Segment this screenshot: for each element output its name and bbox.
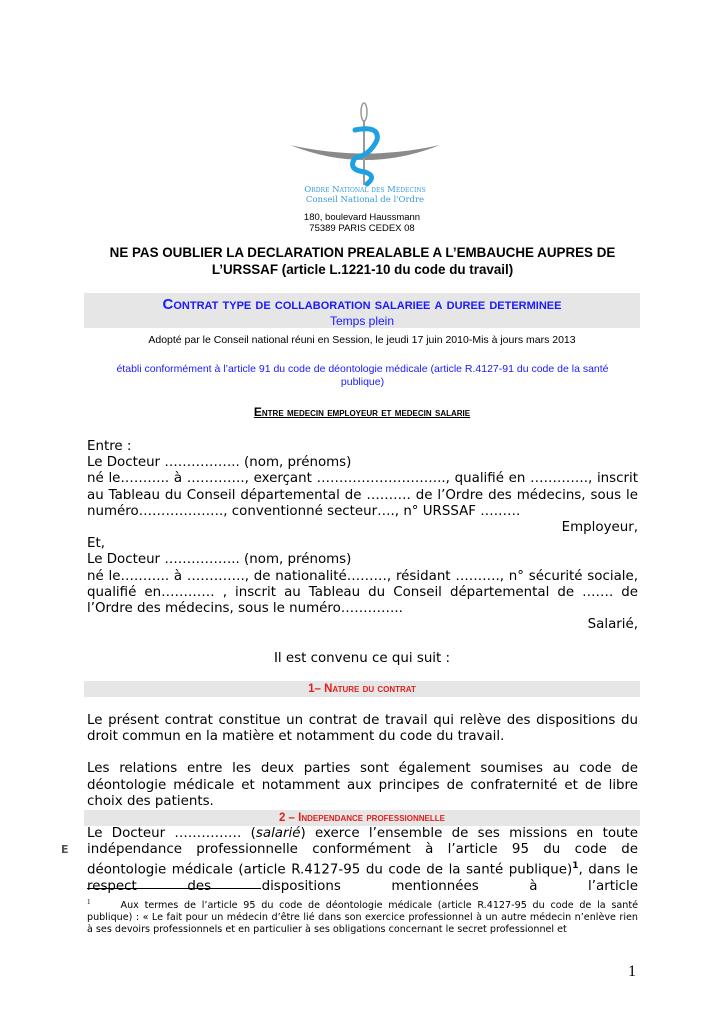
section-1-paragraph: Les relations entre les deux parties sont également soumises au code de déontologie médicale et notamment aux principes de confraternité et de libre choix des patients. <box>87 761 638 809</box>
document-subtitle: Temps plein <box>329 314 395 328</box>
address-line1: 180, boulevard Haussmann <box>303 212 421 223</box>
logo-text-line1: Ordre National des Médecins <box>304 185 426 195</box>
ordre-logo <box>285 100 445 210</box>
margin-mark: E <box>61 843 69 856</box>
page-number: 1 <box>628 963 636 980</box>
employee-name-line: Le Docteur …………….. (nom, prénoms) <box>87 552 352 568</box>
logo-text-line2: Conseil National de l'Ordre <box>305 195 425 205</box>
legal-basis-note: établi conformément à l’article 91 du code de déontologie médicale (article R.4127-91 du code de la santé publique) <box>116 363 609 388</box>
address-line2: 75389 PARIS CEDEX 08 <box>309 223 415 234</box>
section-1-heading: 1– Nature du contrat <box>84 681 640 697</box>
footnote-ref: 1 <box>572 861 579 872</box>
urssaf-warning: NE PAS OUBLIER LA DECLARATION PREALABLE A L’EMBAUCHE AUPRES DE L’URSSAF (article L.1221-10 du code du travail) <box>109 245 616 277</box>
parties-heading: Entre medecin employeur et medecin salarie <box>253 405 471 419</box>
section-1-paragraph: Le présent contrat constitue un contrat de travail qui relève des dispositions du droit commun en la matière et notamment du code du travail. <box>87 713 638 745</box>
footnote-divider <box>87 888 261 889</box>
employer-details: né le……….. à …………., exerçant ……………………….., qualifié en …………., inscrit au Tableau du Conseil départemental de ………. de l’Ordre des médecins, sous le numéro………………., conventionné secteur…., n° URSSAF ……… <box>87 471 638 519</box>
section-2-paragraph: Le Docteur …………… (salarié) exerce l’ensemble de ses missions en toute indépendance professionnelle conformément à l’article 95 du code de déontologie médicale (article R.4127-95 du code de la santé publique)$^1$, dans le respect des dispositions mentionnées à l’article <box>87 826 638 895</box>
employer-label: Employeur, <box>561 520 638 536</box>
employee-details: né le……….. à …………., de nationalité………, résidant ………., n° sécurité sociale, qualifié en………… , inscrit au Tableau du Conseil départemental de ……. de l’Ordre des médecins, sous le numéro………….. <box>87 568 638 617</box>
employer-name-line: Le Docteur …………….. (nom, prénoms) <box>87 455 352 471</box>
employee-label: Salarié, <box>587 617 638 633</box>
entre-label: Entre : <box>87 439 132 454</box>
document-title: Contrat type de collaboration salariee a duree determinee <box>162 296 562 313</box>
footnote: $^1$ Aux termes de l’article 95 du code de déontologie médicale (article R.4127-95 du code de la santé publique) : « Le fait pour un médecin d’être lié dans son exercice professionnel à un autre médecin n’enlève rien à ses devoirs professionnels et en particulier à ses obligations concernant le secret professionnel et <box>87 898 638 936</box>
et-label: Et, <box>87 536 105 552</box>
adoption-note: Adopté par le Conseil national réuni en Session, le jeudi 17 juin 2010-Mis à jours mars 2013 <box>148 334 576 346</box>
section-2-heading: 2 – Independance professionnelle <box>84 810 640 826</box>
agreement-intro: Il est convenu ce qui suit : <box>273 651 451 666</box>
